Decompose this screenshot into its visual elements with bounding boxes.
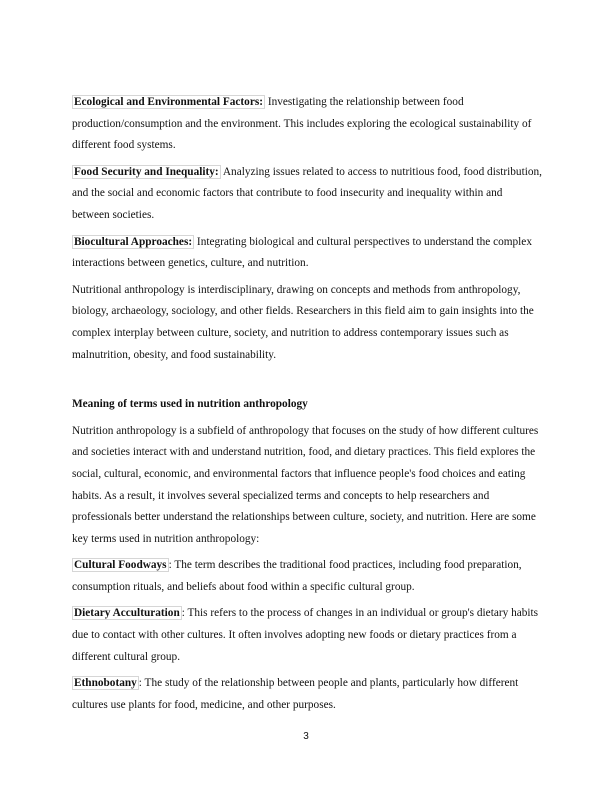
term-text: : The term describes the traditional food practices, including food preparation, consumption rituals, and beliefs about food within a specific cultural group. [72,559,522,593]
term-label: Food Security and Inequality: [74,165,219,178]
paragraph-intro: Nutrition anthropology is a subfield of anthropology that focuses on the study of how different cultures and societies interact with and understand nutrition, food, and dietary practices. This field explores the social, cultural, economic, and environmental factors that influence people's food choices and eating habits. As a result, it involves several specialized terms and concepts to help researchers and professionals better understand the relationships between culture, society, and nutrition. Here are some key terms used in nutrition anthropology: [72,424,539,545]
term-label: Dietary Acculturation [74,607,180,620]
term-cultural-foodways [72,555,542,598]
term-label: Biocultural Approaches: [74,235,193,248]
paragraph-food-security [72,162,542,227]
term-label: Ecological and Environmental Factors: [74,96,264,108]
page-number: 3 [303,731,309,742]
term-ethnobotany [72,673,542,716]
paragraph-ecological [72,92,542,157]
paragraph-text: Integrating biological and cultural perspectives to understand the complex interactions between genetics, culture, and nutrition. [72,235,532,270]
page-content [72,92,542,721]
paragraph-biocultural [72,232,542,275]
term-text: : The study of the relationship between people and plants, particularly how different cultures use plants for food, medicine, and other purposes. [72,677,519,711]
paragraph-text: Investigating the relationship between food production/consumption and the environment. This includes exploring the ecological sustainability of different food systems. [72,96,532,152]
term-label: Cultural Foodways [74,559,167,572]
term-dietary-acculturation [72,603,542,668]
term-label: Ethnobotany [74,677,137,690]
term-text: : This refers to the process of changes in an individual or group's dietary habits due to contact with other cultures. It often involves adopting new foods or dietary practices from a different cultural group. [72,607,539,663]
section-heading: Meaning of terms used in nutrition anthropology [72,398,308,411]
paragraph-text: Analyzing issues related to access to nutritious food, food distribution, and the social and economic factors that contribute to food insecurity and inequality within and between societies. [72,165,542,221]
paragraph-summary: Nutritional anthropology is interdisciplinary, drawing on concepts and methods from anthropology, biology, archaeology, sociology, and other fields. Researchers in this field aim to gain insights into the complex interplay between culture, society, and nutrition to address contemporary issues such as malnutrition, obesity, and food sustainability. [72,283,534,361]
